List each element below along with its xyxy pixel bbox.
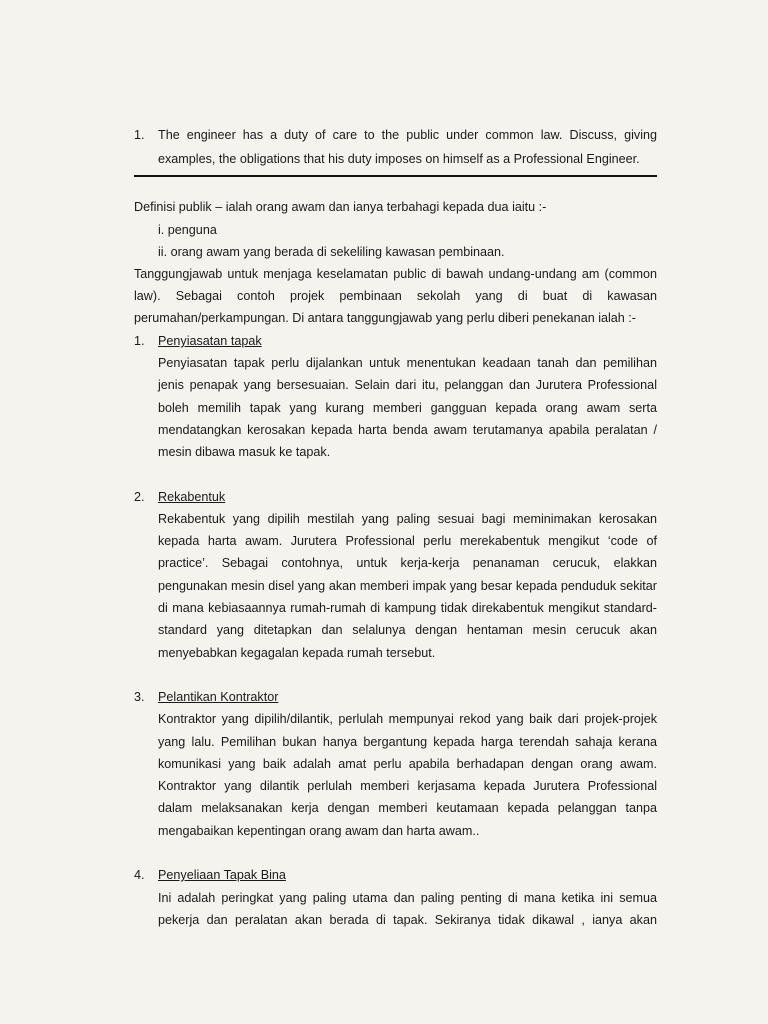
horizontal-rule: [134, 175, 657, 177]
section-2-number: 2.: [134, 490, 145, 504]
section-3-line: mengabaikan kepentingan orang awam dan harta awam..: [158, 824, 480, 838]
section-1-title: Penyiasatan tapak: [158, 334, 262, 348]
section-3-line: Kontraktor yang dipilih/dilantik, perlulah mempunyai rekod yang baik dari projek-projek: [158, 712, 657, 726]
section-2-line: menyebabkan kegagalan kepada rumah tersebut.: [158, 646, 436, 660]
section-3-line: komunikasi yang baik adalah amat perlu apabila berhadapan dengan orang awam.: [158, 757, 657, 771]
question-line-1: The engineer has a duty of care to the public under common law. Discuss, giving: [158, 128, 657, 142]
section-4-line: pekerja dan peralatan akan berada di tapak. Sekiranya tidak dikawal , ianya akan: [158, 913, 657, 927]
definition-item-ii: ii. orang awam yang berada di sekeliling kawasan pembinaan.: [158, 245, 505, 259]
section-1-line: mendatangkan kerosakan kepada harta benda awam terutamanya apabila peralatan /: [158, 423, 657, 437]
question-line-2: examples, the obligations that his duty imposes on himself as a Professional Engineer.: [158, 152, 640, 166]
section-3-line: yang lalu. Pemilihan bukan hanya bergantung kepada harga terendah sahaja kerana: [158, 735, 657, 749]
section-1-number: 1.: [134, 334, 145, 348]
section-3-title: Pelantikan Kontraktor: [158, 690, 279, 704]
section-1-line: mesin dibawa masuk ke tapak.: [158, 445, 331, 459]
section-3-line: Kontraktor yang dilantik perlulah memberi kerjasama kepada Jurutera Professional: [158, 779, 657, 793]
definition-text: Definisi publik – ialah orang awam dan ianya terbahagi kepada dua iaitu :-: [134, 200, 547, 214]
section-4-line: Ini adalah peringkat yang paling utama dan paling penting di mana ketika ini semua: [158, 891, 657, 905]
section-2-line: Rekabentuk yang dipilih mestilah yang paling sesuai bagi meminimakan kerosakan: [158, 512, 657, 526]
section-2-line: standard yang ditetapkan dan selalunya dengan hentaman mesin cerucuk akan: [158, 623, 657, 637]
intro-paragraph-line-1: Tanggungjawab untuk menjaga keselamatan public di bawah undang-undang am (common: [134, 267, 657, 281]
question-number: 1.: [134, 128, 145, 142]
section-2-line: di mana kebiasaannya rumah-rumah di kampung tidak direkabentuk mengikut standard-: [158, 601, 657, 615]
section-1-line: boleh memilih tapak yang kurang memberi gangguan kepada orang awam serta: [158, 401, 657, 415]
section-3-line: dalam melaksanakan kerja dengan memberi keutamaan kepada pelanggan tanpa: [158, 801, 657, 815]
section-2-line: kepada harta awam. Jurutera Professional perlu merekabentuk mengikut ‘code of: [158, 534, 657, 548]
section-1-line: jenis penapak yang bersesuaian. Selain dari itu, pelanggan dan Jurutera Professional: [158, 378, 657, 392]
section-1-line: Penyiasatan tapak perlu dijalankan untuk menentukan keadaan tanah dan pemilihan: [158, 356, 657, 370]
section-2-title: Rekabentuk: [158, 490, 226, 504]
section-4-number: 4.: [134, 868, 145, 882]
section-4-title: Penyeliaan Tapak Bina: [158, 868, 286, 882]
section-3-number: 3.: [134, 690, 145, 704]
intro-paragraph-line-3: perumahan/perkampungan. Di antara tanggungjawab yang perlu diberi penekanan ialah :-: [134, 311, 636, 325]
section-2-line: pengunakan mesin disel yang akan memberi impak yang besar kepada penduduk sekitar: [158, 579, 657, 593]
intro-paragraph-line-2: law). Sebagai contoh projek pembinaan sekolah yang di buat di kawasan: [134, 289, 657, 303]
section-2-line: practice’. Sebagai contohnya, untuk kerja-kerja penanaman cerucuk, elakkan: [158, 556, 657, 570]
definition-item-i: i. penguna: [158, 223, 217, 237]
